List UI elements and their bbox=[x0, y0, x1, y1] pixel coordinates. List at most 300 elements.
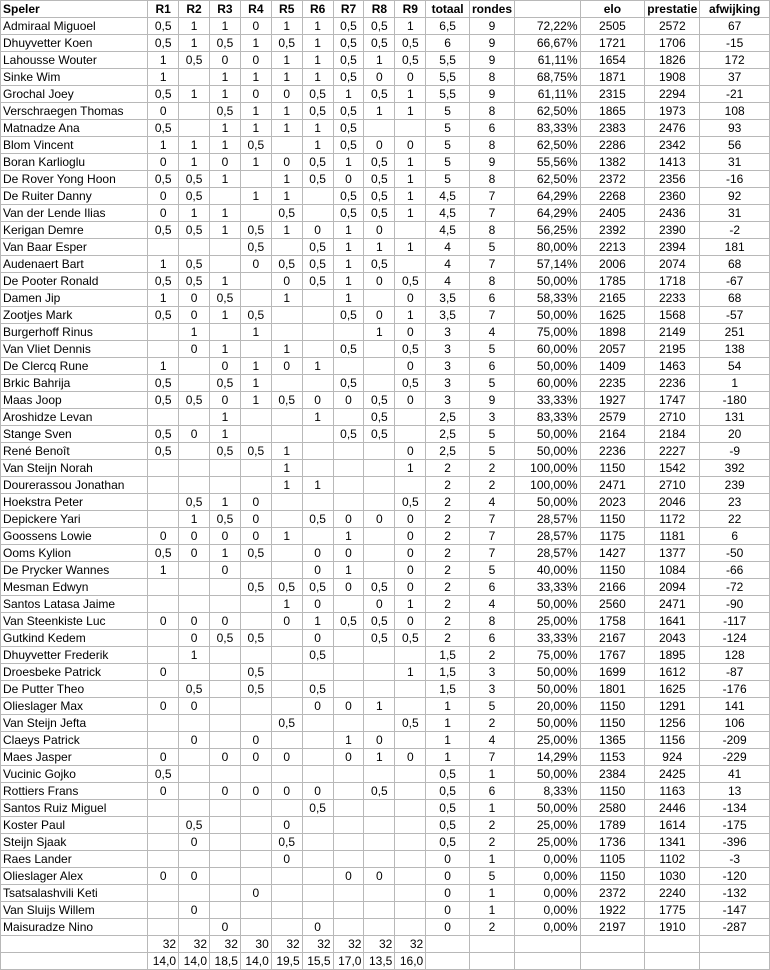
r1-cell: 0,5 bbox=[148, 222, 179, 239]
performance-rating-cell: 2394 bbox=[645, 239, 700, 256]
r3-cell bbox=[210, 766, 241, 783]
player-name-cell: Van Baar Esper bbox=[1, 239, 148, 256]
score-percentage-cell: 14,29% bbox=[515, 749, 581, 766]
rounds-played-cell: 3 bbox=[469, 409, 514, 426]
total-score-cell: 5 bbox=[426, 103, 470, 120]
r9-cell: 0,5 bbox=[395, 35, 426, 52]
round-average-cell: 14,0 bbox=[240, 953, 271, 970]
total-score-cell: 3 bbox=[426, 392, 470, 409]
r2-cell bbox=[179, 766, 210, 783]
r8-cell bbox=[364, 545, 395, 562]
footer-empty-cell bbox=[426, 936, 470, 953]
total-score-cell: 0,5 bbox=[426, 834, 470, 851]
elo-rating-cell: 1699 bbox=[580, 664, 645, 681]
r6-cell: 0 bbox=[302, 562, 333, 579]
r5-cell: 1 bbox=[271, 120, 302, 137]
performance-rating-cell: 2227 bbox=[645, 443, 700, 460]
column-header-elo-rating: elo bbox=[580, 1, 645, 18]
rounds-played-cell: 2 bbox=[469, 647, 514, 664]
r7-cell bbox=[333, 460, 364, 477]
r2-cell: 0 bbox=[179, 307, 210, 324]
rating-deviation-cell: -117 bbox=[700, 613, 770, 630]
r3-cell bbox=[210, 715, 241, 732]
r3-cell bbox=[210, 817, 241, 834]
elo-rating-cell: 2197 bbox=[580, 919, 645, 936]
r1-cell: 0,5 bbox=[148, 375, 179, 392]
performance-rating-cell: 1172 bbox=[645, 511, 700, 528]
round-average-cell: 14,0 bbox=[179, 953, 210, 970]
r3-cell bbox=[210, 460, 241, 477]
r4-cell: 1 bbox=[240, 35, 271, 52]
r9-cell: 0,5 bbox=[395, 375, 426, 392]
r7-cell: 0,5 bbox=[333, 205, 364, 222]
r5-cell bbox=[271, 375, 302, 392]
r3-cell bbox=[210, 579, 241, 596]
rounds-played-cell: 9 bbox=[469, 86, 514, 103]
elo-rating-cell: 2372 bbox=[580, 171, 645, 188]
r5-cell: 0 bbox=[271, 86, 302, 103]
r8-cell bbox=[364, 834, 395, 851]
r4-cell: 0,5 bbox=[240, 222, 271, 239]
score-percentage-cell: 66,67% bbox=[515, 35, 581, 52]
r7-cell: 0 bbox=[333, 868, 364, 885]
total-score-cell: 2 bbox=[426, 545, 470, 562]
rounds-played-cell: 4 bbox=[469, 324, 514, 341]
table-row bbox=[1, 171, 770, 188]
performance-rating-cell: 2436 bbox=[645, 205, 700, 222]
r3-cell: 0 bbox=[210, 358, 241, 375]
total-score-cell: 1 bbox=[426, 698, 470, 715]
r7-cell: 0 bbox=[333, 749, 364, 766]
r7-cell: 1 bbox=[333, 256, 364, 273]
total-score-cell: 5 bbox=[426, 120, 470, 137]
r4-cell: 1 bbox=[240, 69, 271, 86]
r8-cell: 0,5 bbox=[364, 579, 395, 596]
r9-cell bbox=[395, 919, 426, 936]
r3-cell bbox=[210, 256, 241, 273]
rounds-played-cell: 7 bbox=[469, 256, 514, 273]
r3-cell: 0 bbox=[210, 613, 241, 630]
rating-deviation-cell: 141 bbox=[700, 698, 770, 715]
round-average-cell: 14,0 bbox=[148, 953, 179, 970]
performance-rating-cell: 1625 bbox=[645, 681, 700, 698]
r2-cell bbox=[179, 596, 210, 613]
total-score-cell: 0 bbox=[426, 868, 470, 885]
r8-cell bbox=[364, 766, 395, 783]
elo-rating-cell: 1175 bbox=[580, 528, 645, 545]
r8-cell: 0 bbox=[364, 69, 395, 86]
rounds-played-cell: 5 bbox=[469, 443, 514, 460]
round-average-cell: 13,5 bbox=[364, 953, 395, 970]
r8-cell bbox=[364, 562, 395, 579]
score-percentage-cell: 33,33% bbox=[515, 392, 581, 409]
r1-cell: 0,5 bbox=[148, 86, 179, 103]
r4-cell bbox=[240, 868, 271, 885]
performance-rating-cell: 2446 bbox=[645, 800, 700, 817]
rounds-played-cell: 2 bbox=[469, 715, 514, 732]
player-name-cell: Tsatsalashvili Keti bbox=[1, 885, 148, 902]
footer-average-row bbox=[1, 953, 770, 970]
total-score-cell: 5,5 bbox=[426, 69, 470, 86]
footer-empty-cell bbox=[700, 953, 770, 970]
r5-cell: 1 bbox=[271, 460, 302, 477]
performance-rating-cell: 2294 bbox=[645, 86, 700, 103]
r5-cell bbox=[271, 664, 302, 681]
player-name-cell: Maes Jasper bbox=[1, 749, 148, 766]
elo-rating-cell: 1427 bbox=[580, 545, 645, 562]
r5-cell: 0,5 bbox=[271, 256, 302, 273]
r2-cell: 1 bbox=[179, 18, 210, 35]
r2-cell: 1 bbox=[179, 154, 210, 171]
r4-cell bbox=[240, 800, 271, 817]
r2-cell bbox=[179, 375, 210, 392]
rating-deviation-cell: -229 bbox=[700, 749, 770, 766]
r1-cell: 0 bbox=[148, 613, 179, 630]
r3-cell: 1 bbox=[210, 426, 241, 443]
rounds-played-cell: 4 bbox=[469, 494, 514, 511]
total-score-cell: 5,5 bbox=[426, 86, 470, 103]
r1-cell bbox=[148, 596, 179, 613]
rounds-played-cell: 7 bbox=[469, 528, 514, 545]
r7-cell bbox=[333, 477, 364, 494]
table-row bbox=[1, 579, 770, 596]
rating-deviation-cell: 239 bbox=[700, 477, 770, 494]
score-percentage-cell: 60,00% bbox=[515, 375, 581, 392]
r2-cell: 0,5 bbox=[179, 273, 210, 290]
player-name-cell: Mesman Edwyn bbox=[1, 579, 148, 596]
r2-cell: 0,5 bbox=[179, 171, 210, 188]
total-score-cell: 2 bbox=[426, 562, 470, 579]
r2-cell bbox=[179, 358, 210, 375]
r2-cell: 0,5 bbox=[179, 222, 210, 239]
table-row bbox=[1, 817, 770, 834]
r6-cell bbox=[302, 426, 333, 443]
r4-cell: 1 bbox=[240, 375, 271, 392]
table-row bbox=[1, 188, 770, 205]
r1-cell: 1 bbox=[148, 358, 179, 375]
table-row bbox=[1, 222, 770, 239]
r1-cell: 1 bbox=[148, 290, 179, 307]
r9-cell: 1 bbox=[395, 596, 426, 613]
r9-cell bbox=[395, 120, 426, 137]
r3-cell: 1 bbox=[210, 86, 241, 103]
rating-deviation-cell: 106 bbox=[700, 715, 770, 732]
total-score-cell: 5 bbox=[426, 171, 470, 188]
r7-cell bbox=[333, 783, 364, 800]
performance-rating-cell: 2233 bbox=[645, 290, 700, 307]
r7-cell: 0,5 bbox=[333, 613, 364, 630]
player-name-cell: Van Steijn Norah bbox=[1, 460, 148, 477]
r2-cell bbox=[179, 443, 210, 460]
r2-cell bbox=[179, 120, 210, 137]
player-name-cell: Hoekstra Peter bbox=[1, 494, 148, 511]
rounds-played-cell: 6 bbox=[469, 630, 514, 647]
r5-cell: 0 bbox=[271, 154, 302, 171]
column-header-player-name: Speler bbox=[1, 1, 148, 18]
score-percentage-cell: 75,00% bbox=[515, 324, 581, 341]
r5-cell: 0,5 bbox=[271, 35, 302, 52]
elo-rating-cell: 2006 bbox=[580, 256, 645, 273]
r4-cell: 0,5 bbox=[240, 307, 271, 324]
r1-cell: 0,5 bbox=[148, 307, 179, 324]
round-game-count-cell: 32 bbox=[302, 936, 333, 953]
r8-cell: 1 bbox=[364, 52, 395, 69]
r8-cell bbox=[364, 817, 395, 834]
table-row bbox=[1, 205, 770, 222]
elo-rating-cell: 2286 bbox=[580, 137, 645, 154]
r6-cell bbox=[302, 902, 333, 919]
r9-cell: 1 bbox=[395, 460, 426, 477]
rating-deviation-cell: -15 bbox=[700, 35, 770, 52]
total-score-cell: 0 bbox=[426, 885, 470, 902]
r8-cell: 1 bbox=[364, 749, 395, 766]
column-header-r8: R8 bbox=[364, 1, 395, 18]
r7-cell bbox=[333, 664, 364, 681]
r8-cell: 0 bbox=[364, 868, 395, 885]
r6-cell: 0 bbox=[302, 545, 333, 562]
rating-deviation-cell: 41 bbox=[700, 766, 770, 783]
r5-cell bbox=[271, 239, 302, 256]
r6-cell: 0,5 bbox=[302, 511, 333, 528]
total-score-cell: 2 bbox=[426, 460, 470, 477]
r3-cell: 0 bbox=[210, 52, 241, 69]
r8-cell: 0,5 bbox=[364, 171, 395, 188]
player-name-cell: Rottiers Frans bbox=[1, 783, 148, 800]
rounds-played-cell: 5 bbox=[469, 426, 514, 443]
r6-cell: 1 bbox=[302, 52, 333, 69]
column-header-rounds-played: rondes bbox=[469, 1, 514, 18]
table-row bbox=[1, 851, 770, 868]
player-name-cell: Lahousse Wouter bbox=[1, 52, 148, 69]
rating-deviation-cell: 22 bbox=[700, 511, 770, 528]
total-score-cell: 0 bbox=[426, 851, 470, 868]
r5-cell bbox=[271, 630, 302, 647]
r4-cell bbox=[240, 698, 271, 715]
r5-cell: 1 bbox=[271, 52, 302, 69]
r3-cell bbox=[210, 239, 241, 256]
score-percentage-cell: 100,00% bbox=[515, 477, 581, 494]
player-name-cell: De Ruiter Danny bbox=[1, 188, 148, 205]
r6-cell: 0 bbox=[302, 596, 333, 613]
table-row bbox=[1, 681, 770, 698]
r1-cell: 0 bbox=[148, 103, 179, 120]
r1-cell: 0 bbox=[148, 868, 179, 885]
r5-cell: 1 bbox=[271, 596, 302, 613]
r7-cell bbox=[333, 766, 364, 783]
performance-rating-cell: 1377 bbox=[645, 545, 700, 562]
r6-cell: 1 bbox=[302, 358, 333, 375]
rating-deviation-cell: 131 bbox=[700, 409, 770, 426]
r6-cell bbox=[302, 834, 333, 851]
r6-cell bbox=[302, 715, 333, 732]
r7-cell bbox=[333, 494, 364, 511]
footer-empty-cell bbox=[426, 953, 470, 970]
r5-cell bbox=[271, 681, 302, 698]
round-game-count-cell: 32 bbox=[148, 936, 179, 953]
score-percentage-cell: 50,00% bbox=[515, 715, 581, 732]
rounds-played-cell: 8 bbox=[469, 273, 514, 290]
score-percentage-cell: 61,11% bbox=[515, 86, 581, 103]
elo-rating-cell: 1927 bbox=[580, 392, 645, 409]
total-score-cell: 2 bbox=[426, 494, 470, 511]
table-row bbox=[1, 86, 770, 103]
column-header-performance-rating: prestatie bbox=[645, 1, 700, 18]
r6-cell bbox=[302, 375, 333, 392]
player-name-cell: Van Vliet Dennis bbox=[1, 341, 148, 358]
player-name-cell: Van Steijn Jefta bbox=[1, 715, 148, 732]
elo-rating-cell: 1150 bbox=[580, 562, 645, 579]
table-row bbox=[1, 868, 770, 885]
r4-cell bbox=[240, 426, 271, 443]
total-score-cell: 0,5 bbox=[426, 766, 470, 783]
performance-rating-cell: 1030 bbox=[645, 868, 700, 885]
r4-cell bbox=[240, 171, 271, 188]
footer-empty-cell bbox=[469, 953, 514, 970]
player-name-cell: Van Sluijs Willem bbox=[1, 902, 148, 919]
r3-cell: 1 bbox=[210, 205, 241, 222]
r7-cell: 0,5 bbox=[333, 52, 364, 69]
r8-cell: 0 bbox=[364, 511, 395, 528]
r4-cell bbox=[240, 647, 271, 664]
r3-cell: 0 bbox=[210, 154, 241, 171]
r2-cell bbox=[179, 562, 210, 579]
r6-cell: 0,5 bbox=[302, 103, 333, 120]
rounds-played-cell: 8 bbox=[469, 103, 514, 120]
player-name-cell: De Prycker Wannes bbox=[1, 562, 148, 579]
player-name-cell: Claeys Patrick bbox=[1, 732, 148, 749]
table-row bbox=[1, 460, 770, 477]
r9-cell bbox=[395, 409, 426, 426]
r3-cell: 1 bbox=[210, 18, 241, 35]
r5-cell: 1 bbox=[271, 222, 302, 239]
r1-cell: 0,5 bbox=[148, 392, 179, 409]
r2-cell bbox=[179, 103, 210, 120]
r5-cell: 0 bbox=[271, 358, 302, 375]
r8-cell: 0,5 bbox=[364, 86, 395, 103]
player-name-cell: Van der Lende Ilias bbox=[1, 205, 148, 222]
rounds-played-cell: 1 bbox=[469, 766, 514, 783]
r5-cell: 1 bbox=[271, 341, 302, 358]
table-row bbox=[1, 528, 770, 545]
r3-cell: 1 bbox=[210, 171, 241, 188]
rating-deviation-cell: 128 bbox=[700, 647, 770, 664]
r5-cell bbox=[271, 494, 302, 511]
r1-cell bbox=[148, 477, 179, 494]
r1-cell: 0 bbox=[148, 698, 179, 715]
r1-cell bbox=[148, 647, 179, 664]
elo-rating-cell: 2023 bbox=[580, 494, 645, 511]
r3-cell: 1 bbox=[210, 69, 241, 86]
r9-cell: 0 bbox=[395, 324, 426, 341]
column-header-total-score: totaal bbox=[426, 1, 470, 18]
r9-cell bbox=[395, 885, 426, 902]
rounds-played-cell: 9 bbox=[469, 392, 514, 409]
total-score-cell: 0,5 bbox=[426, 783, 470, 800]
round-average-cell: 19,5 bbox=[271, 953, 302, 970]
rating-deviation-cell: -180 bbox=[700, 392, 770, 409]
player-name-cell: Droesbeke Patrick bbox=[1, 664, 148, 681]
rounds-played-cell: 5 bbox=[469, 868, 514, 885]
r4-cell: 0,5 bbox=[240, 630, 271, 647]
r6-cell: 1 bbox=[302, 69, 333, 86]
r3-cell: 0,5 bbox=[210, 35, 241, 52]
r3-cell bbox=[210, 902, 241, 919]
total-score-cell: 3,5 bbox=[426, 307, 470, 324]
round-game-count-cell: 32 bbox=[395, 936, 426, 953]
round-average-cell: 18,5 bbox=[210, 953, 241, 970]
rating-deviation-cell: -50 bbox=[700, 545, 770, 562]
r3-cell: 0,5 bbox=[210, 290, 241, 307]
r1-cell: 0 bbox=[148, 783, 179, 800]
r6-cell bbox=[302, 188, 333, 205]
table-row bbox=[1, 647, 770, 664]
r7-cell: 0 bbox=[333, 698, 364, 715]
r3-cell: 1 bbox=[210, 494, 241, 511]
r3-cell: 1 bbox=[210, 409, 241, 426]
rating-deviation-cell: -396 bbox=[700, 834, 770, 851]
r6-cell: 0,5 bbox=[302, 256, 333, 273]
round-average-cell: 17,0 bbox=[333, 953, 364, 970]
r3-cell: 1 bbox=[210, 137, 241, 154]
score-percentage-cell: 25,00% bbox=[515, 817, 581, 834]
r2-cell bbox=[179, 477, 210, 494]
r3-cell: 1 bbox=[210, 120, 241, 137]
footer-empty-cell bbox=[515, 953, 581, 970]
performance-rating-cell: 2074 bbox=[645, 256, 700, 273]
rating-deviation-cell: -66 bbox=[700, 562, 770, 579]
score-percentage-cell: 25,00% bbox=[515, 732, 581, 749]
r7-cell: 0,5 bbox=[333, 137, 364, 154]
r6-cell bbox=[302, 528, 333, 545]
table-row bbox=[1, 443, 770, 460]
r8-cell bbox=[364, 358, 395, 375]
footer-count-row bbox=[1, 936, 770, 953]
elo-rating-cell: 1365 bbox=[580, 732, 645, 749]
round-average-cell: 16,0 bbox=[395, 953, 426, 970]
table-row bbox=[1, 477, 770, 494]
r6-cell: 0 bbox=[302, 222, 333, 239]
total-score-cell: 5 bbox=[426, 154, 470, 171]
r2-cell bbox=[179, 69, 210, 86]
rounds-played-cell: 8 bbox=[469, 137, 514, 154]
elo-rating-cell: 1898 bbox=[580, 324, 645, 341]
elo-rating-cell: 2165 bbox=[580, 290, 645, 307]
r6-cell: 0,5 bbox=[302, 154, 333, 171]
total-score-cell: 5,5 bbox=[426, 52, 470, 69]
r6-cell: 0,5 bbox=[302, 647, 333, 664]
r8-cell bbox=[364, 664, 395, 681]
score-percentage-cell: 28,57% bbox=[515, 545, 581, 562]
rating-deviation-cell: -120 bbox=[700, 868, 770, 885]
table-row bbox=[1, 358, 770, 375]
column-header-r2: R2 bbox=[179, 1, 210, 18]
elo-rating-cell: 2166 bbox=[580, 579, 645, 596]
r7-cell: 0,5 bbox=[333, 426, 364, 443]
total-score-cell: 1 bbox=[426, 715, 470, 732]
total-score-cell: 1 bbox=[426, 749, 470, 766]
r7-cell bbox=[333, 902, 364, 919]
rounds-played-cell: 4 bbox=[469, 732, 514, 749]
elo-rating-cell: 1153 bbox=[580, 749, 645, 766]
score-percentage-cell: 62,50% bbox=[515, 103, 581, 120]
r4-cell: 0,5 bbox=[240, 579, 271, 596]
r8-cell: 0,5 bbox=[364, 783, 395, 800]
performance-rating-cell: 924 bbox=[645, 749, 700, 766]
r4-cell: 1 bbox=[240, 358, 271, 375]
rounds-played-cell: 9 bbox=[469, 35, 514, 52]
r5-cell bbox=[271, 647, 302, 664]
round-game-count-cell: 32 bbox=[210, 936, 241, 953]
